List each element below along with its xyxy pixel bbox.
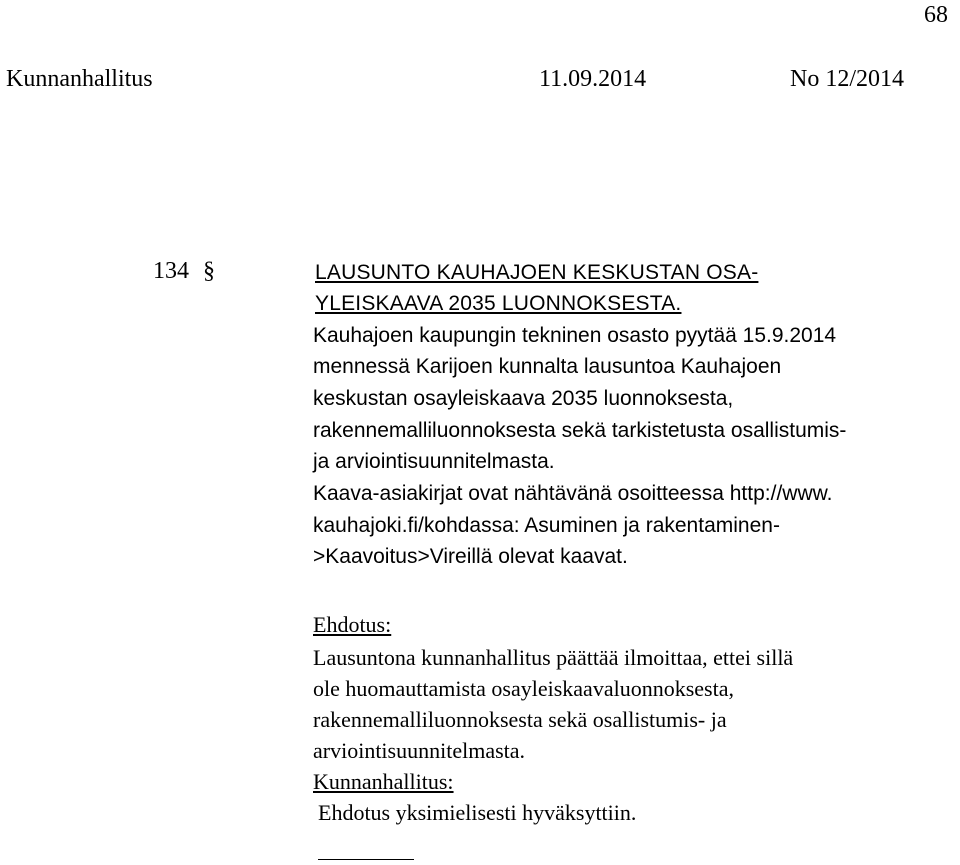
item-title-line-2: YLEISKAAVA 2035 LUONNOKSESTA. xyxy=(315,292,682,315)
item-body-line-7: kauhajoki.fi/kohdassa: Asuminen ja rakentaminen- xyxy=(313,514,780,537)
item-title-line-1: LAUSUNTO KAUHAJOEN KESKUSTAN OSA- xyxy=(315,261,759,284)
proposal-line-1: Lausuntona kunnanhallitus päättää ilmoittaa, ettei sillä xyxy=(313,645,794,670)
decision-heading: Kunnanhallitus: xyxy=(313,769,454,794)
item-body-line-4: rakennemalliluonnoksesta sekä tarkistetusta osallistumis- xyxy=(313,419,847,442)
item-body-line-5: ja arviointisuunnitelmasta. xyxy=(313,450,555,473)
proposal-heading: Ehdotus: xyxy=(313,612,392,637)
item-body-line-1: Kauhajoen kaupungin tekninen osasto pyytää 15.9.2014 xyxy=(313,324,837,347)
section-mark: § xyxy=(203,258,215,284)
item-body-line-3: keskustan osayleiskaava 2035 luonnoksesta, xyxy=(313,387,734,410)
header-meeting-number: No 12/2014 xyxy=(790,66,904,92)
proposal-line-4: arviointisuunnitelmasta. xyxy=(313,738,526,763)
decision-text: Ehdotus yksimielisesti hyväksyttiin. xyxy=(318,800,637,825)
item-body-line-8: >Kaavoitus>Vireillä olevat kaavat. xyxy=(313,545,628,568)
proposal-line-3: rakennemalliluonnoksesta sekä osallistumis- ja xyxy=(313,707,727,732)
page-number: 68 xyxy=(924,2,948,28)
proposal-line-2: ole huomauttamista osayleiskaavaluonnoksesta, xyxy=(313,676,734,701)
header-body-name: Kunnanhallitus xyxy=(6,66,153,92)
header-date: 11.09.2014 xyxy=(539,66,647,92)
item-number: 134 xyxy=(153,258,189,284)
item-body-line-2: mennessä Karijoen kunnalta lausuntoa Kauhajoen xyxy=(313,355,782,378)
item-body-line-6: Kaava-asiakirjat ovat nähtävänä osoitteessa http://www. xyxy=(313,482,833,505)
end-of-item-rule xyxy=(318,859,414,860)
